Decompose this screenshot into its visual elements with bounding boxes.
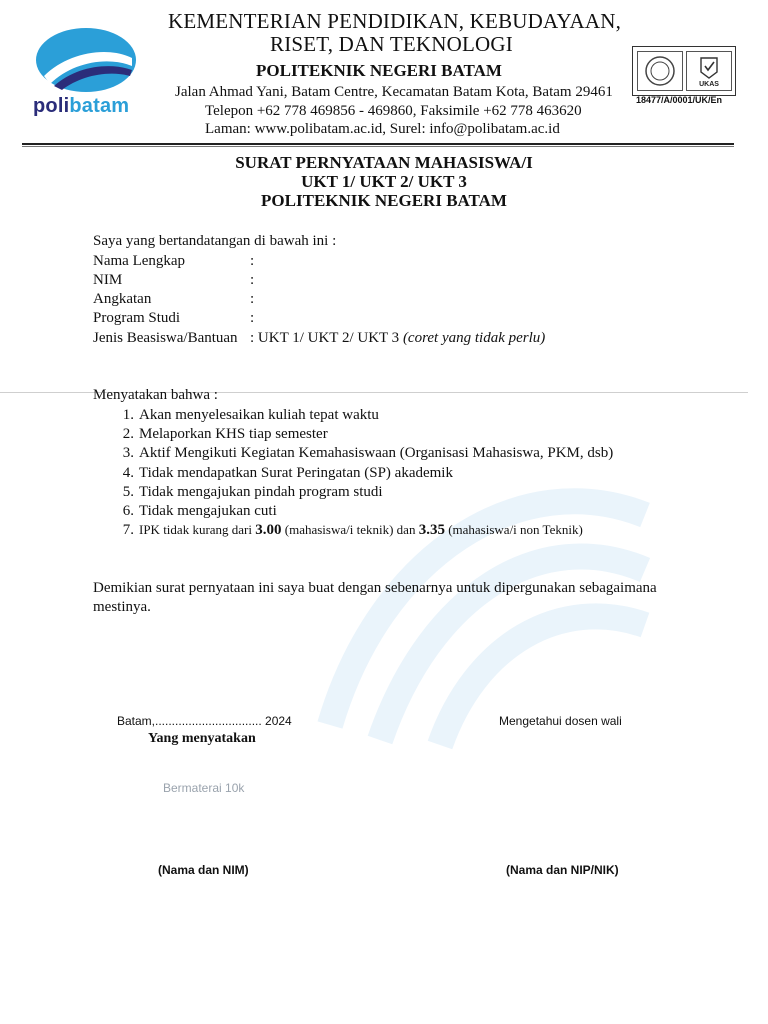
ipk-text-b: (mahasiswa/i teknik) dan <box>281 522 419 537</box>
ukas-seal-icon <box>686 51 732 91</box>
statement-number: 7. <box>122 522 134 538</box>
field-value-beasiswa <box>250 330 545 347</box>
statement-number: 6. <box>122 503 134 519</box>
beasiswa-options: : UKT 1/ UKT 2/ UKT 3 <box>250 330 400 346</box>
advisor-name-placeholder: (Nama dan NIP/NIK) <box>506 863 619 877</box>
statement-number: 5. <box>122 484 134 500</box>
field-colon-nim: : <box>250 272 255 288</box>
statement-item: Melaporkan KHS tiap semester <box>139 426 328 442</box>
phone-line: Telepon +62 778 469856 - 469860, Faksimile +62 778 463620 <box>205 103 582 119</box>
field-label-prodi: Program Studi <box>93 310 181 326</box>
ukas-label: UKAS <box>699 81 719 88</box>
address-line: Jalan Ahmad Yani, Batam Centre, Kecamatan Batam Kota, Batam 29461 <box>175 84 613 100</box>
statement-item: Tidak mengajukan pindah program studi <box>139 484 383 500</box>
iso-seal-icon <box>637 51 683 91</box>
field-colon-prodi: : <box>250 310 255 326</box>
statement-number: 1. <box>122 407 134 423</box>
certification-badge <box>632 46 736 96</box>
statement-heading: Menyatakan bahwa : <box>93 387 218 403</box>
intro-text: Saya yang bertandatangan di bawah ini : <box>93 233 337 249</box>
field-colon-angkatan: : <box>250 291 255 307</box>
closing-text-line-2: mestinya. <box>93 599 151 615</box>
statement-number: 4. <box>122 465 134 481</box>
header-divider-thin <box>22 146 734 147</box>
statement-number: 3. <box>122 445 134 461</box>
logo-wordmark-batam: batam <box>69 95 130 117</box>
institution-name: POLITEKNIK NEGERI BATAM <box>256 61 502 80</box>
doc-title-line-2: UKT 1/ UKT 2/ UKT 3 <box>301 172 467 191</box>
ipk-text-a: IPK tidak kurang dari <box>139 522 256 537</box>
field-label-beasiswa: Jenis Beasiswa/Bantuan <box>93 330 238 346</box>
beasiswa-note: (coret yang tidak perlu) <box>402 330 546 346</box>
field-colon-nama: : <box>250 253 255 269</box>
closing-text-line-1: Demikian surat pernyataan ini saya buat dengan sebenarnya untuk dipergunakan sebagaimana <box>93 580 657 596</box>
stamp-note: Bermaterai 10k <box>163 781 245 795</box>
doc-title-line-3: POLITEKNIK NEGERI BATAM <box>261 191 507 210</box>
ipk-text-c: (mahasiswa/i non Teknik) <box>444 522 583 537</box>
statement-item-ipk <box>139 522 583 539</box>
place-date: Batam,................................ 2024 <box>117 714 292 728</box>
statement-item: Akan menyelesaikan kuliah tepat waktu <box>139 407 379 423</box>
declarant-label: Yang menyatakan <box>148 731 256 746</box>
ministry-line-1: KEMENTERIAN PENDIDIKAN, KEBUDAYAAN, <box>168 9 622 33</box>
ipk-min-teknik: 3.00 <box>255 522 282 538</box>
acknowledged-label: Mengetahui dosen wali <box>499 714 622 728</box>
ipk-min-non-teknik: 3.35 <box>418 522 445 538</box>
statement-number: 2. <box>122 426 134 442</box>
statement-item: Tidak mengajukan cuti <box>139 503 277 519</box>
logo-wordmark <box>33 95 129 118</box>
statement-item: Aktif Mengikuti Kegiatan Kemahasiswaan (Organisasi Mahasiswa, PKM, dsb) <box>139 445 614 461</box>
field-label-angkatan: Angkatan <box>93 291 152 307</box>
header-divider <box>22 143 734 145</box>
doc-title-line-1: SURAT PERNYATAAN MAHASISWA/I <box>235 153 533 172</box>
logo-wordmark-poli: poli <box>33 95 70 117</box>
certification-code: 18477/A/0001/UK/En <box>636 95 723 105</box>
field-label-nama: Nama Lengkap <box>93 253 186 269</box>
statement-item: Tidak mendapatkan Surat Peringatan (SP) akademik <box>139 465 453 481</box>
field-label-nim: NIM <box>93 272 123 288</box>
web-line: Laman: www.polibatam.ac.id, Surel: info@polibatam.ac.id <box>205 121 560 137</box>
ministry-line-2: RISET, DAN TEKNOLOGI <box>270 32 513 56</box>
student-name-placeholder: (Nama dan NIM) <box>158 863 249 877</box>
